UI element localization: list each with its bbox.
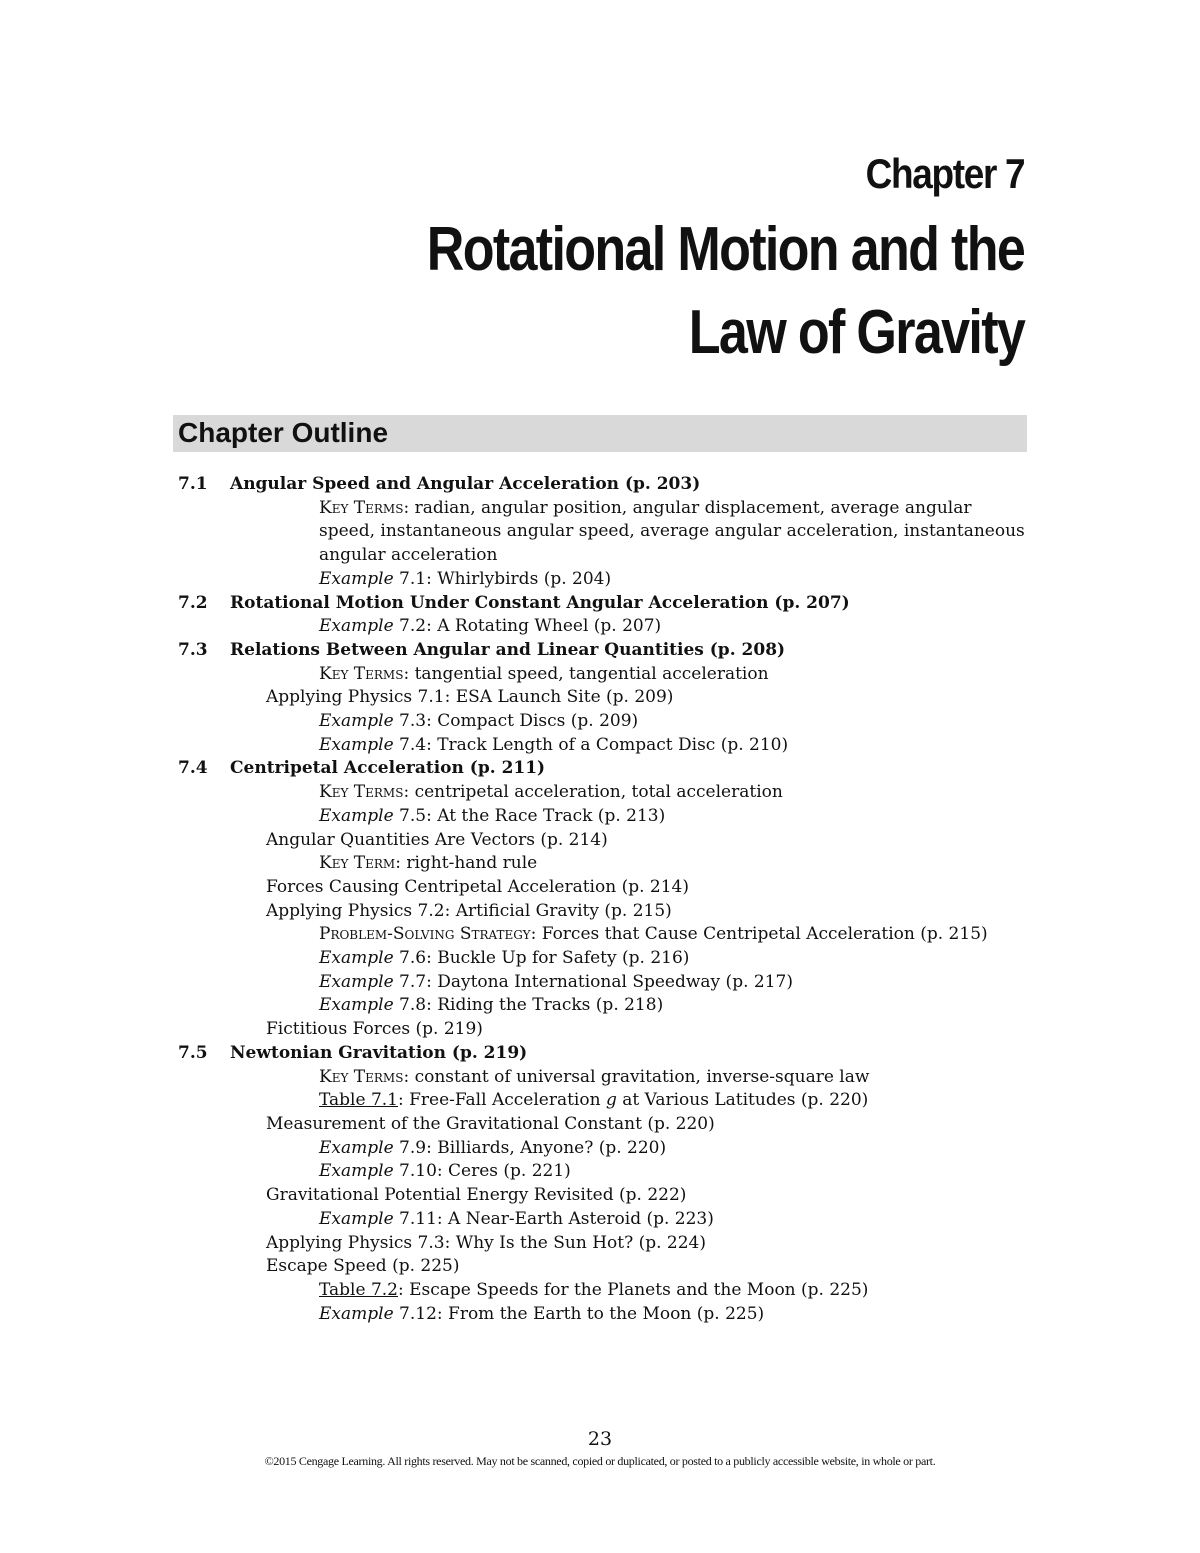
chapter-title-line-1: Rotational Motion and the (426, 215, 1024, 284)
subsection-title: Escape Speed (p. 225) (266, 1256, 460, 1277)
section-number: 7.5 (178, 1042, 208, 1063)
key-terms-text: : radian, angular position, angular displacement, average angular speed, instantaneous angular speed, average angular acceleration, instantaneous angular acceleration (319, 497, 1025, 566)
section-heading (178, 473, 1028, 497)
section-heading (178, 592, 1028, 616)
example-title: 7.8: Riding the Tracks (p. 218) (393, 995, 664, 1016)
chapter-title (427, 208, 1024, 374)
outline-entry (178, 1137, 1028, 1161)
outline-entry (178, 497, 1028, 568)
table-label: Table 7.2 (319, 1279, 398, 1300)
example-title: 7.5: At the Race Track (p. 213) (393, 805, 666, 826)
outline-entry (178, 1018, 1028, 1042)
key-terms-label: Key Terms (319, 782, 404, 803)
example-title: 7.6: Buckle Up for Safety (p. 216) (393, 948, 690, 969)
outline-entry (178, 876, 1028, 900)
table-title-tail: at Various Latitudes (p. 220) (616, 1090, 869, 1111)
key-terms-text: : tangential speed, tangential acceleration (403, 663, 769, 684)
table-title: : Escape Speeds for the Planets and the Moon (p. 225) (397, 1279, 869, 1300)
key-terms-text: : centripetal acceleration, total acceleration (403, 782, 783, 803)
key-terms-label: Key Terms (319, 663, 404, 684)
outline-entry (178, 568, 1028, 592)
outline-entry (178, 1255, 1028, 1279)
subsection-title: Fictitious Forces (p. 219) (266, 1019, 483, 1040)
example-title: 7.9: Billiards, Anyone? (p. 220) (393, 1137, 667, 1158)
subsection-title: Applying Physics 7.2: Artificial Gravity (p. 215) (266, 900, 672, 921)
example-title: 7.1: Whirlybirds (p. 204) (393, 568, 612, 589)
copyright-notice: ©2015 Cengage Learning. All rights reserved. May not be scanned, copied or duplicated, or posted to a publicly accessible website, in whole or part. (264, 1454, 936, 1468)
example-label: Example (319, 1137, 394, 1158)
section-number: 7.3 (178, 639, 208, 660)
example-title: 7.12: From the Earth to the Moon (p. 225) (393, 1303, 765, 1324)
table-title-italic: g (605, 1090, 617, 1111)
key-terms-label: Problem-Solving Strategy (319, 924, 531, 945)
outline-entry (178, 686, 1028, 710)
subsection-title: Measurement of the Gravitational Constant (p. 220) (266, 1113, 715, 1134)
example-label: Example (319, 1303, 394, 1324)
outline-entry (178, 1303, 1028, 1327)
example-title: 7.11: A Near-Earth Asteroid (p. 223) (393, 1208, 714, 1229)
example-label: Example (319, 1161, 394, 1182)
key-terms-label: Key Terms (319, 1066, 404, 1087)
chapter-title-line-2: Law of Gravity (688, 298, 1024, 367)
outline-entry (178, 994, 1028, 1018)
outline-entry (178, 1113, 1028, 1137)
section-title: Rotational Motion Under Constant Angular Acceleration (p. 207) (230, 592, 850, 613)
example-label: Example (319, 568, 394, 589)
key-terms-text: : Forces that Cause Centripetal Acceleration (p. 215) (530, 924, 988, 945)
outline-entry (178, 829, 1028, 853)
outline-entry (178, 947, 1028, 971)
example-label: Example (319, 711, 394, 732)
outline-entry (178, 615, 1028, 639)
outline-entry (178, 734, 1028, 758)
page-number: 23 (587, 1428, 613, 1450)
key-terms-label: Key Terms (319, 497, 404, 518)
section-title: Angular Speed and Angular Acceleration (p. 203) (230, 474, 701, 494)
outline-entry (178, 781, 1028, 805)
table-title: : Free-Fall Acceleration (397, 1090, 606, 1111)
example-label: Example (319, 995, 394, 1016)
key-terms-text: : constant of universal gravitation, inverse-square law (403, 1066, 870, 1087)
outline-entry (178, 1184, 1028, 1208)
outline-entry (178, 852, 1028, 876)
outline-entry (178, 805, 1028, 829)
subsection-title: Applying Physics 7.3: Why Is the Sun Hot? (p. 224) (266, 1232, 706, 1253)
section-title: Centripetal Acceleration (p. 211) (230, 758, 546, 779)
subsection-title: Forces Causing Centripetal Acceleration (p. 214) (266, 876, 689, 897)
outline-entry (178, 1232, 1028, 1256)
outline-entry (178, 1066, 1028, 1090)
subsection-title: Gravitational Potential Energy Revisited (p. 222) (266, 1185, 687, 1206)
subsection-title: Applying Physics 7.1: ESA Launch Site (p. 209) (266, 687, 674, 708)
section-heading (178, 757, 1028, 781)
outline-entry (178, 1279, 1028, 1303)
chapter-number: Chapter 7 (865, 150, 1024, 197)
outline-entry (178, 971, 1028, 995)
section-title: Relations Between Angular and Linear Quantities (p. 208) (230, 639, 786, 660)
subsection-title: Angular Quantities Are Vectors (p. 214) (266, 829, 608, 850)
chapter-outline-list (178, 473, 1028, 1326)
outline-entry (178, 1089, 1028, 1113)
example-label: Example (319, 805, 394, 826)
section-heading (178, 1042, 1028, 1066)
example-title: 7.4: Track Length of a Compact Disc (p. 210) (393, 734, 789, 755)
example-title: 7.3: Compact Discs (p. 209) (393, 711, 639, 732)
key-terms-text: : right-hand rule (395, 853, 538, 874)
example-label: Example (319, 971, 394, 992)
example-title: 7.2: A Rotating Wheel (p. 207) (393, 616, 662, 637)
section-heading (178, 639, 1028, 663)
example-label: Example (319, 1208, 394, 1229)
outline-entry (178, 663, 1028, 687)
example-title: 7.7: Daytona International Speedway (p. 217) (393, 971, 793, 992)
section-title: Newtonian Gravitation (p. 219) (230, 1042, 528, 1063)
section-number: 7.2 (178, 592, 208, 613)
example-label: Example (319, 734, 394, 755)
outline-entry (178, 900, 1028, 924)
key-terms-label: Key Term (319, 853, 396, 874)
example-title: 7.10: Ceres (p. 221) (393, 1161, 571, 1182)
outline-entry (178, 710, 1028, 734)
outline-entry (178, 923, 1028, 947)
chapter-outline-heading: Chapter Outline (178, 417, 389, 448)
section-number: 7.4 (178, 758, 208, 779)
table-label: Table 7.1 (319, 1090, 398, 1111)
outline-entry (178, 1160, 1028, 1184)
section-number: 7.1 (178, 474, 208, 494)
outline-entry (178, 1208, 1028, 1232)
example-label: Example (319, 948, 394, 969)
example-label: Example (319, 616, 394, 637)
